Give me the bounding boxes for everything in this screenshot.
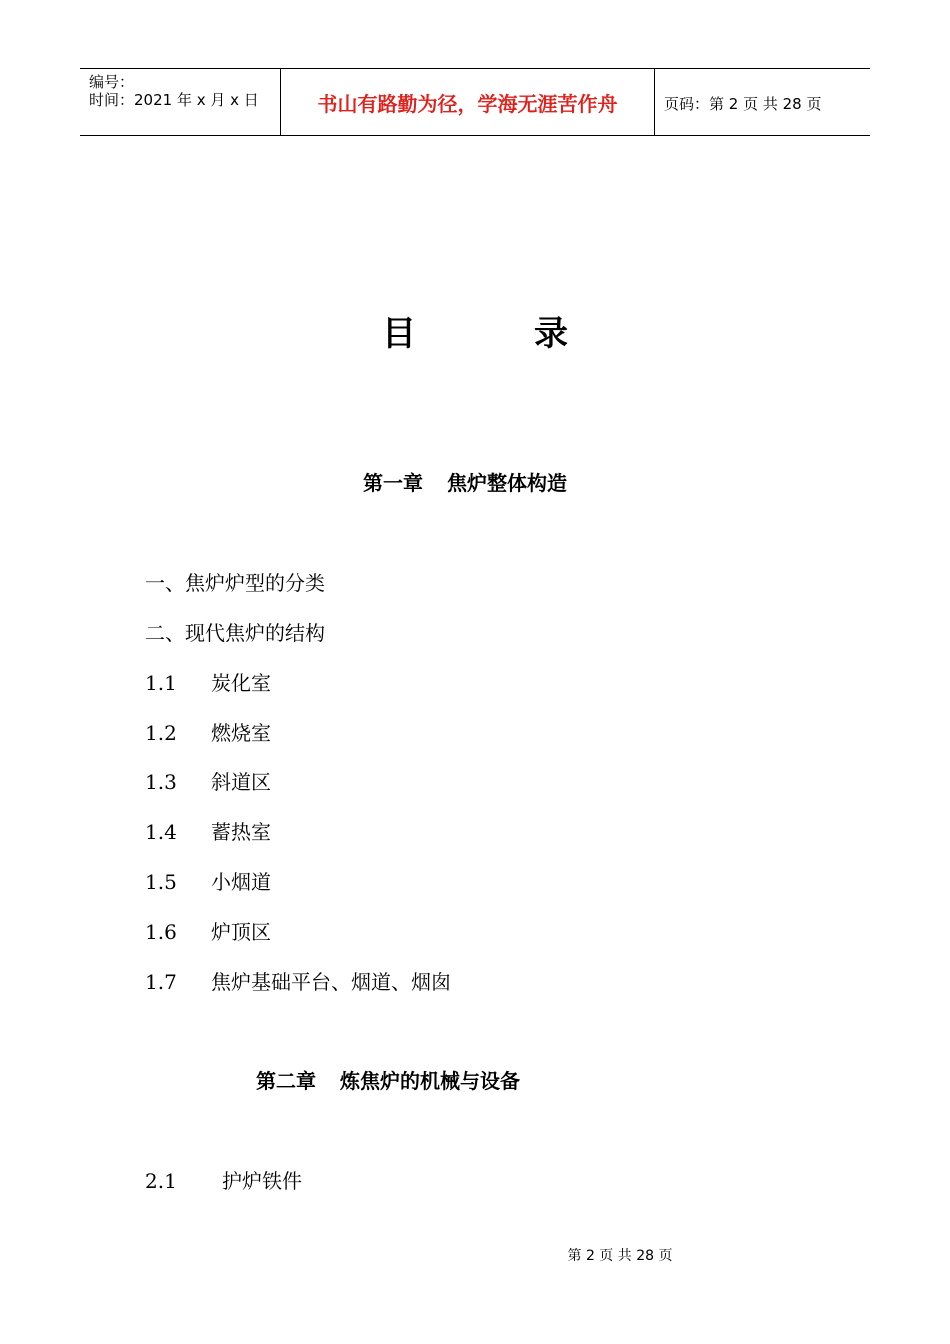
toc-item-1-6 <box>145 918 271 946</box>
page-header <box>80 68 870 136</box>
chapter-2-label: 第二章 <box>256 1069 316 1093</box>
document-number-label: 编号： <box>89 73 135 91</box>
toc-item-2-1 <box>145 1167 302 1195</box>
toc-item-text: 小烟道 <box>211 870 271 894</box>
header-motto-cell <box>281 69 655 135</box>
toc-item-1-4 <box>145 818 271 846</box>
toc-item-1-5 <box>145 868 271 896</box>
toc-item-number: 2.1 <box>145 1169 177 1193</box>
toc-item-number: 1.4 <box>145 820 177 844</box>
toc-item-1-7 <box>145 968 451 996</box>
page-footer: 第 2 页 共 28 页 <box>567 1248 673 1264</box>
chapter-1-heading <box>363 469 567 497</box>
chapter-1-label: 第一章 <box>363 471 423 495</box>
toc-item-number: 1.3 <box>145 770 177 794</box>
toc-title: 目录 <box>382 314 686 354</box>
header-page-info: 页码：第 2 页 共 28 页 <box>664 95 822 113</box>
chapter-1-title: 焦炉整体构造 <box>447 471 567 495</box>
toc-item-text: 斜道区 <box>211 770 271 794</box>
toc-section-2: 二、现代焦炉的结构 <box>145 621 325 645</box>
toc-item-number: 1.2 <box>145 721 177 745</box>
toc-item-number: 1.1 <box>145 671 177 695</box>
toc-item-1-3 <box>145 768 271 796</box>
toc-item-text: 炉顶区 <box>211 920 271 944</box>
header-motto: 书山有路勤为径，学海无涯苦作舟 <box>317 92 618 116</box>
toc-item-number: 1.5 <box>145 870 177 894</box>
toc-item-number: 1.6 <box>145 920 177 944</box>
chapter-2-heading <box>256 1067 520 1095</box>
toc-section-1: 一、焦炉炉型的分类 <box>145 571 325 595</box>
toc-item-number: 1.7 <box>145 970 177 994</box>
toc-item-text: 炭化室 <box>211 671 271 695</box>
toc-item-text: 护炉铁件 <box>222 1169 302 1193</box>
header-meta-cell <box>80 69 281 135</box>
toc-item-1-2 <box>145 719 271 747</box>
toc-item-1-1 <box>145 669 271 697</box>
toc-item-text: 蓄热室 <box>211 820 271 844</box>
document-time: 时间：2021 年 x 月 x 日 <box>89 91 259 109</box>
toc-item-text: 燃烧室 <box>211 721 271 745</box>
header-page-cell <box>655 69 870 135</box>
chapter-2-title: 炼焦炉的机械与设备 <box>340 1069 520 1093</box>
toc-item-text: 焦炉基础平台、烟道、烟囱 <box>211 970 451 994</box>
